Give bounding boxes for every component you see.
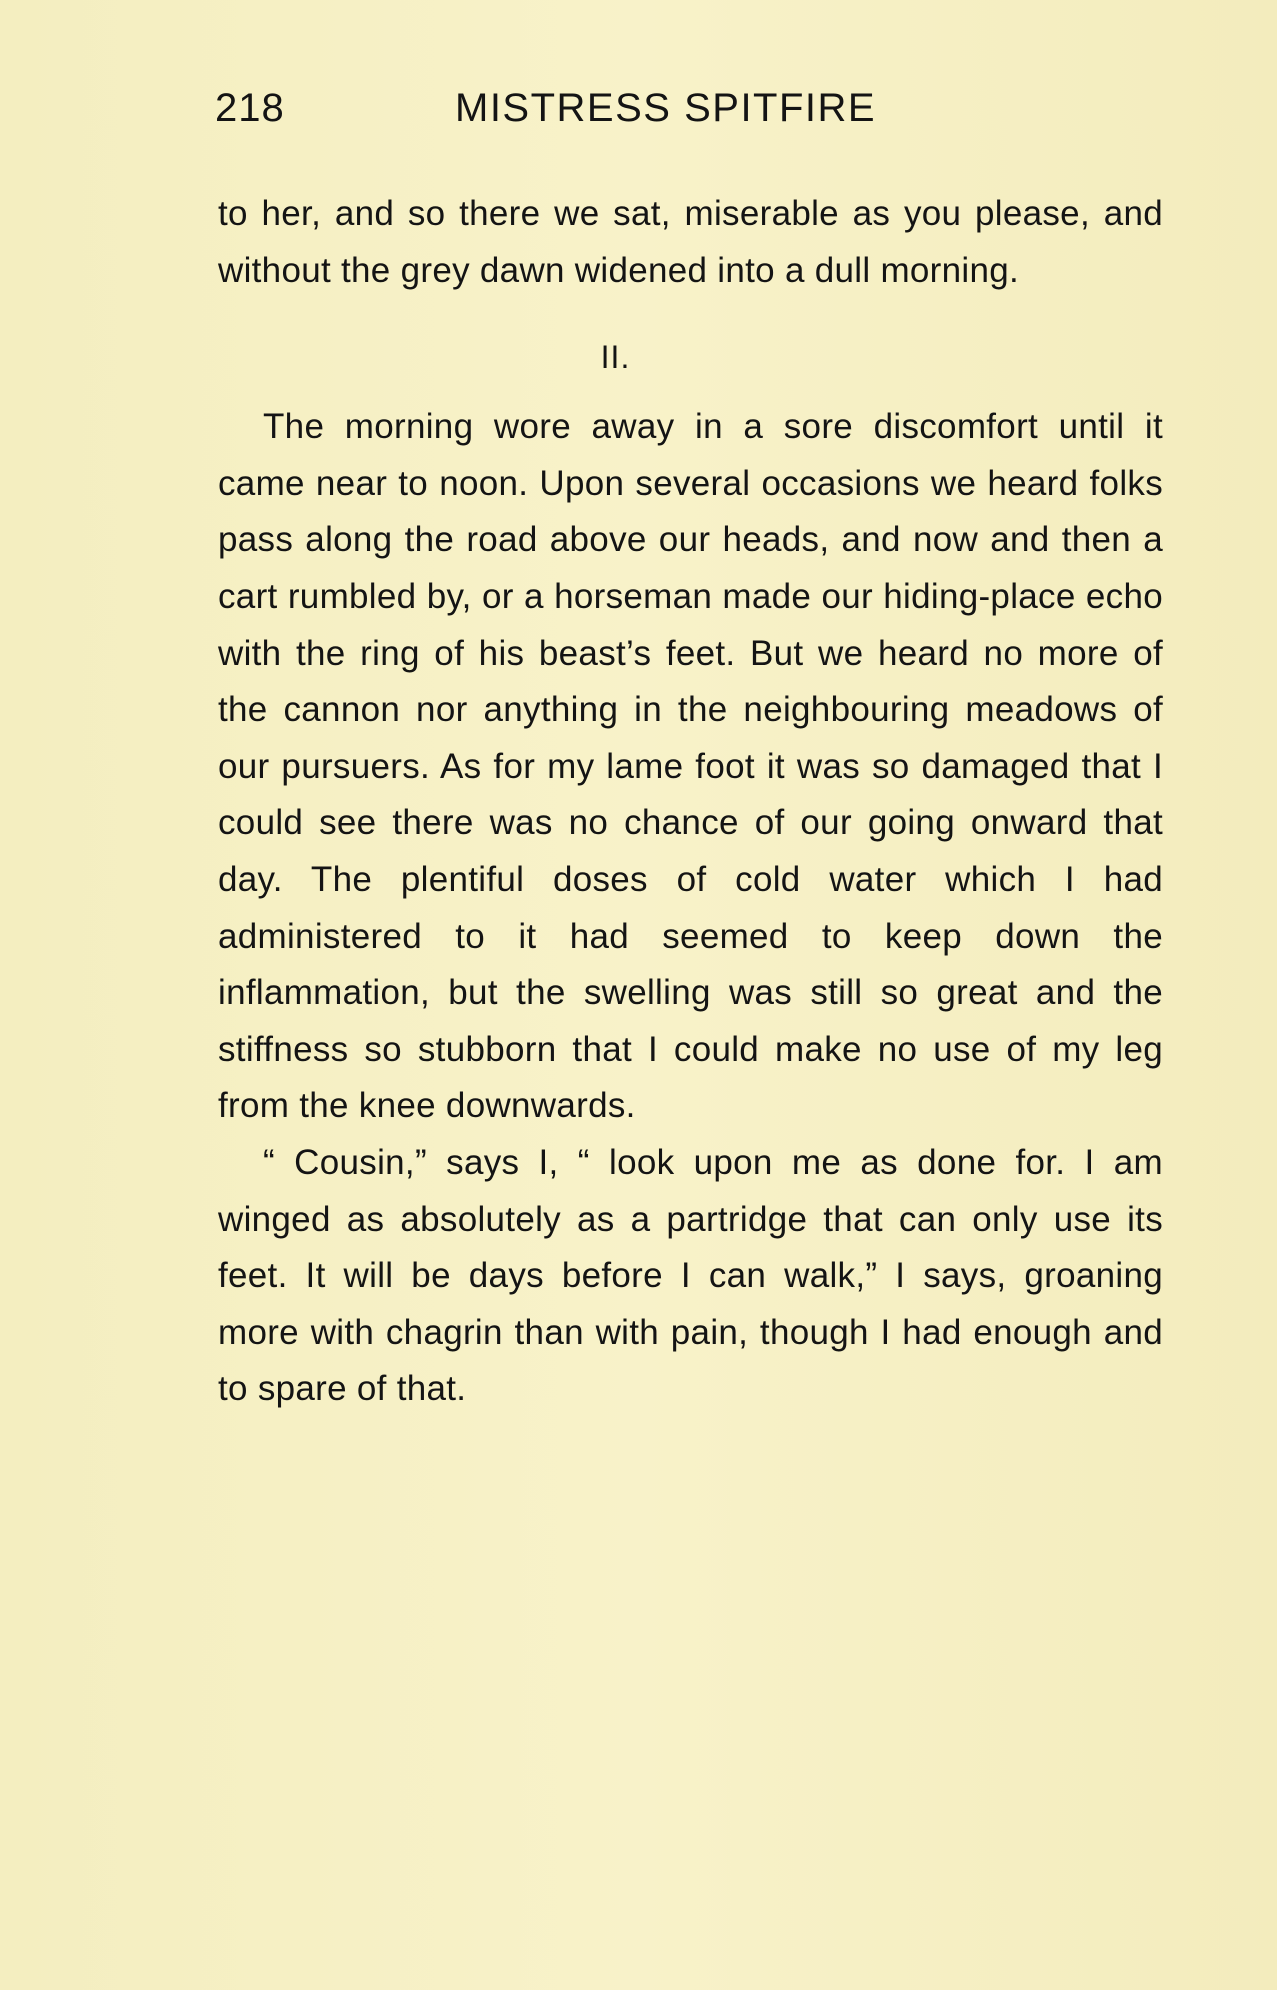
- body-text: [218, 186, 1163, 1418]
- paragraph-1: The morning wore away in a sore discomfort until it came near to noon. Upon several occasions we heard folks pass along the road above our heads, and now and then a cart rumbled by, or a horseman made our hiding-place echo with the ring of his beast’s feet. But we heard no more of the cannon nor anything in the neighbouring meadows of our pursuers. As for my lame foot it was so damaged that I could see there was no chance of our going onward that day. The plentiful doses of cold water which I had administered to it had seemed to keep down the inflammation, but the swelling was still so great and the stiffness so stubborn that I could make no use of my leg from the knee downwards.: [218, 407, 1163, 1126]
- paragraph-2: “ Cousin,” says I, “ look upon me as done for. I am winged as absolutely as a partridge that can only use its feet. It will be days before I can walk,” I says, groaning more with chagrin than with pain, though I had enough and to spare of that.: [218, 1142, 1163, 1409]
- running-title: MISTRESS SPITFIRE: [455, 86, 877, 130]
- page-number: 218: [215, 86, 285, 130]
- running-head: [215, 80, 985, 140]
- section-number: II.: [600, 339, 631, 376]
- opening-paragraph: to her, and so there we sat, miserable as you please, and without the grey dawn widened into a dull morning.: [218, 194, 1163, 290]
